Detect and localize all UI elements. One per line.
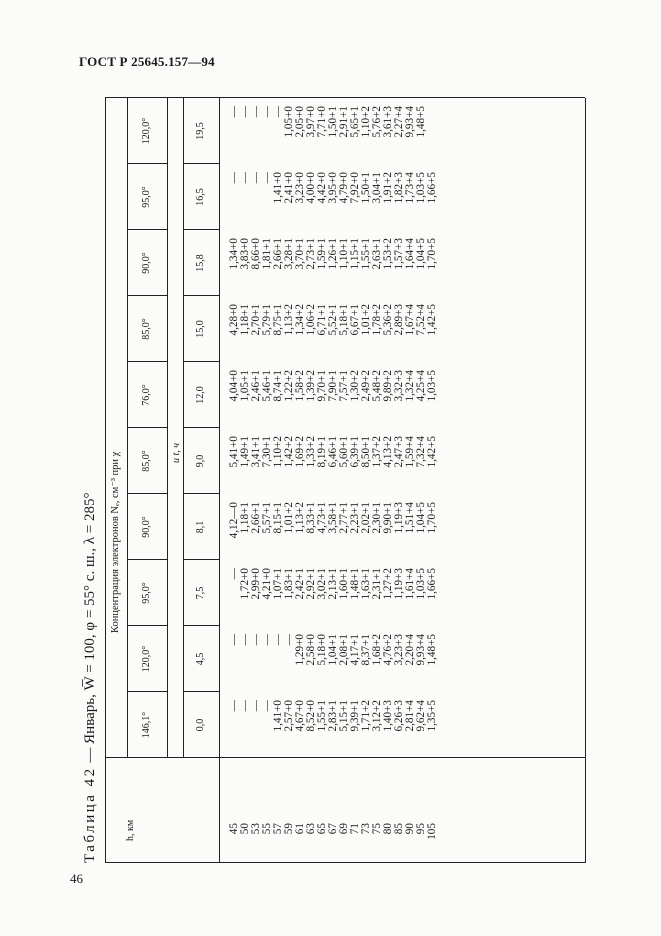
data-table [105,98,585,863]
table-title [75,98,105,863]
t-header-cell: 19,5 [195,122,206,140]
chi-header-cell: 76,0° [141,384,152,406]
chi-band-bottom-rule [167,98,168,758]
t-header-cell: 15,0 [195,320,206,338]
h-column-label: h, км [125,819,136,841]
value-column-4: 4,12—0 1,18+1 2,66+1 5,57+1 8,15+1 1,01+2 1,13+2 8,33+1 4,73+1 3,58+1 2,77+1 2,23+1 2,02+1 2,30+1 9,90+1 1,19+3 1,51+4 1,04+5 1,70+5 [228,502,438,539]
header-bottom-rule [219,98,220,863]
table-border-bottom [585,98,586,863]
t-band-top-rule [183,98,184,758]
chi-header-cell: 85,0° [141,450,152,472]
table-title-prefix: Таблица 42 [82,766,98,863]
chi-header-cell: 90,0° [141,516,152,538]
chi-band-top-rule [127,98,128,758]
h-column-rule [105,757,585,758]
document-code: ГОСТ Р 25645.157—94 [79,54,215,69]
value-column-5: 5,41+0 1,49+1 3,41+1 7,30+1 1,10+2 1,42+2 1,69+2 1,33+2 8,19+1 6,46+1 5,60+1 6,39+1 8,50+1 1,37+2 4,13+2 2,47+3 1,59+4 7,32+4 1,42+5 [228,436,438,468]
t-header-cell: 4,5 [195,652,206,666]
chi-header-cell: 146,1° [141,711,152,739]
table-title-rest: — Январь, W̅ = 100, φ = 55° с. ш., λ = 285° [82,492,98,767]
value-column-10: — — — — — 1,05+0 2,05+0 3,97+0 7,71+0 1,50+1 2,91+1 5,65+1 1,10+2 5,76+2 3,61+3 2,27+4 9,93+4 1,48+5 [228,106,427,138]
rotated-table-block [75,98,595,863]
value-column-8: 1,34+0 3,83+0 8,66+0 1,81+1 2,66+1 3,28+1 3,70+1 2,73+1 1,59+1 1,26+1 1,10+1 1,15+1 1,55+1 2,63+1 1,53+2 1,57+3 1,64+4 1,04+5 1,70+5 [228,238,438,270]
t-header-cell: 12,0 [195,386,206,404]
value-column-2: — — — — — — 1,29+0 2,58+0 5,18+0 1,04+1 2,08+1 4,17+1 8,37+1 1,68+2 4,76+2 3,23+3 2,20+4 9,93+4 1,48+5 [228,634,438,666]
t-header-cell: 7,5 [195,586,206,600]
concentration-label: Концентрация электронов Nₑ, см⁻³ при χ [110,451,121,633]
table-border-left [105,862,585,863]
page-number: 46 [70,871,83,886]
chi-header-cell: 120,0° [141,645,152,673]
t-header-cell: 8,1 [195,520,206,534]
chi-header-cell: 120,0° [141,117,152,145]
value-column-6: 4,04+0 1,05+1 2,46+1 5,46+1 8,74+1 1,22+2 1,58+2 1,39+2 9,70+1 7,90+1 7,57+1 1,30+2 2,49+2 5,48+2 9,89+2 3,32+3 1,32+4 4,25+4 1,03+5 [228,370,438,402]
chi-header-cell: 90,0° [141,252,152,274]
value-column-3: — 1,72+0 2,99+0 4,21+0 1,07+1 1,83+1 2,42+1 2,92+1 3,02+1 2,13+1 1,60+1 1,48+1 1,63+1 2,31+1 1,27+2 1,19+3 1,61+4 1,03+5 1,66+5 [228,568,438,600]
table-border-right [105,97,585,98]
chi-header-cell: 95,0° [141,582,152,604]
h-values-column: 45 50 53 55 57 59 61 63 65 67 69 71 73 75 80 85 90 95 105 [228,823,438,840]
value-column-7: 4,28+0 1,18+1 2,70+1 5,79+1 8,75+1 1,13+2 1,34+2 1,06+2 6,71+1 5,52+1 5,18+1 6,67+1 1,01+2 1,78+2 5,36+2 2,89+3 1,67+4 7,52+4 1,42+5 [228,304,438,336]
t-label: и t, ч [171,442,182,463]
chi-header-cell: 95,0° [141,186,152,208]
t-header-cell: 16,5 [195,188,206,206]
t-header-cell: 15,8 [195,254,206,272]
value-column-1: — — — — 1,41+0 2,57+0 4,67+0 8,52+0 1,55+1 2,83+1 5,15+1 9,39+1 1,71+2 3,12+2 1,40+3 6,26+3 2,81+4 9,62+4 1,35+5 [228,700,438,732]
t-header-cell: 0,0 [195,718,206,732]
table-border-top [105,98,106,863]
t-header-cell: 9,0 [195,454,206,468]
value-column-9: — — — — 1,41+0 2,41+0 3,23+0 4,00+0 4,42+0 3,95+0 4,79+0 7,92+0 1,50+1 3,04+1 1,91+2 1,82+3 1,73+4 1,03+5 1,66+5 [228,172,438,204]
chi-header-cell: 85,0° [141,318,152,340]
